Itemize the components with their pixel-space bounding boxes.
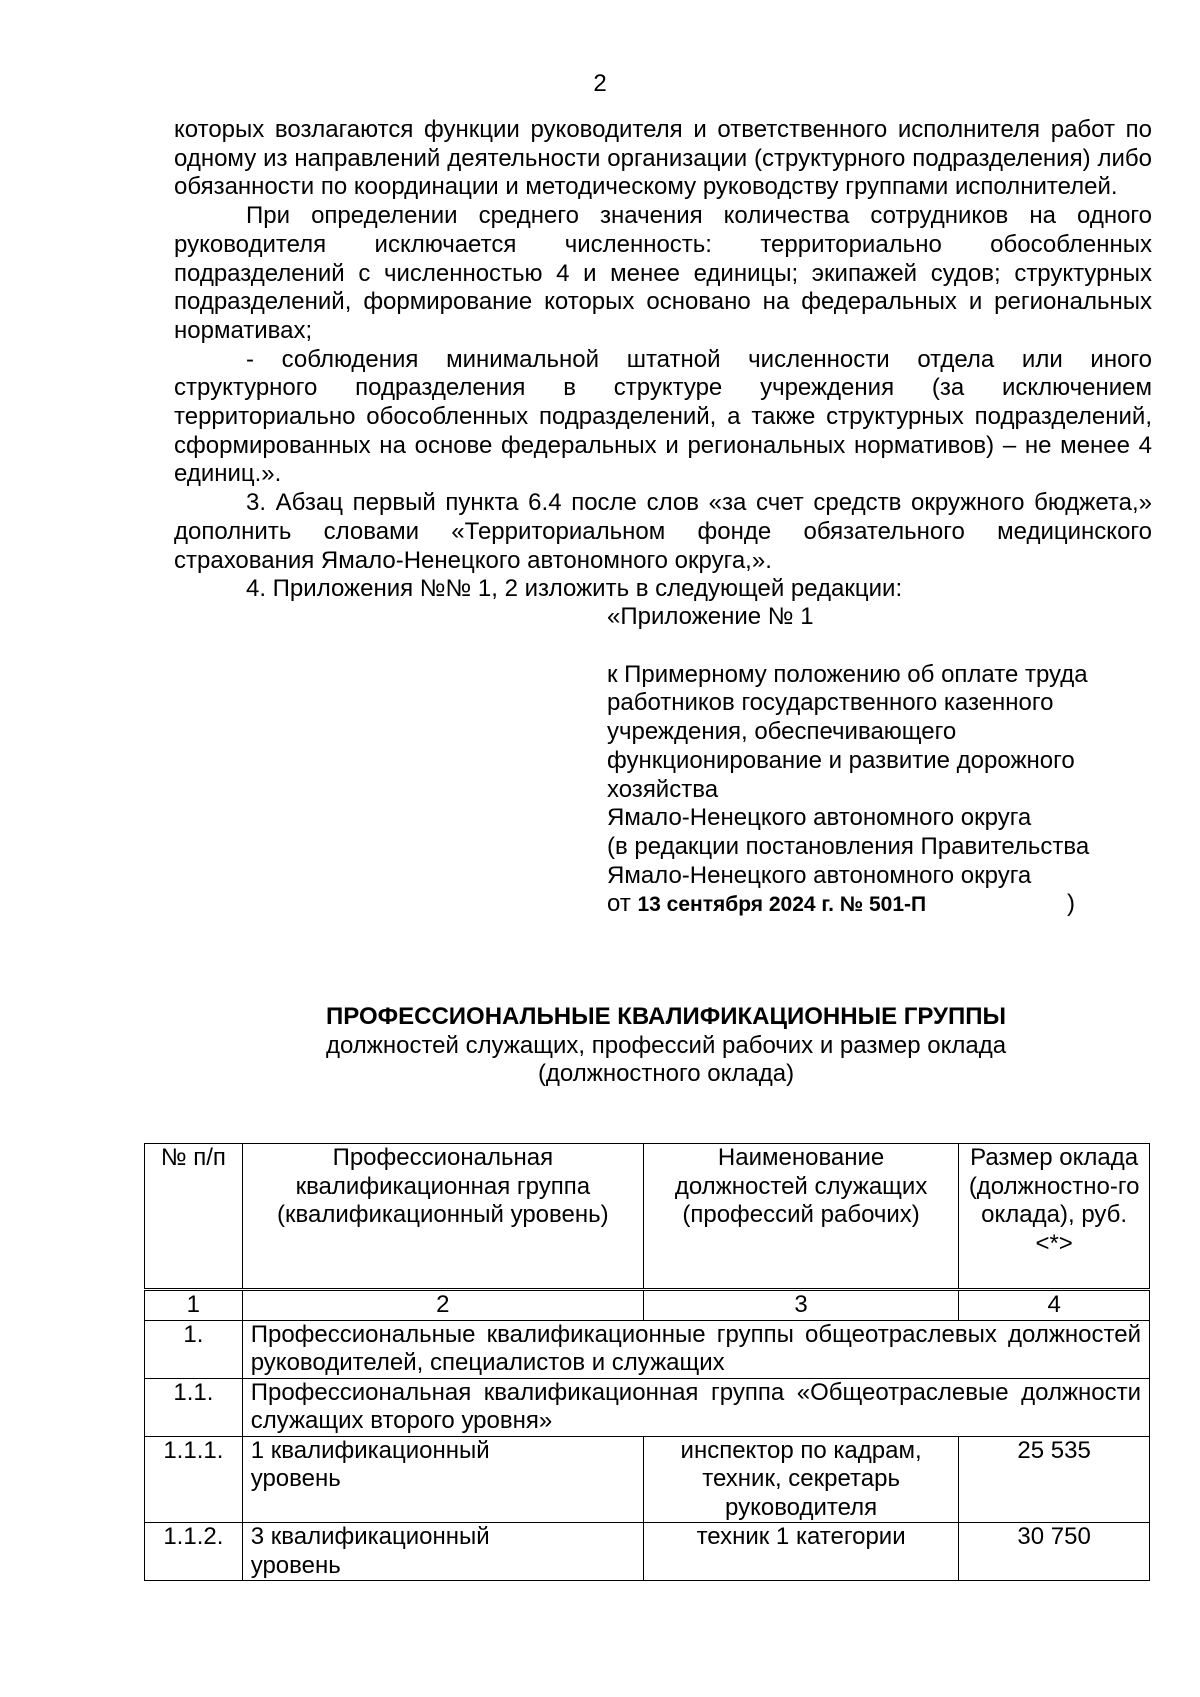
table-row	[145, 1523, 1150, 1581]
title-sub: должностей служащих, профессий рабочих и размер оклада	[325, 1031, 1007, 1059]
paragraph: - соблюдения минимальной штатной численности отдела или иного структурного подразделения в структуре учреждения (за исключением территориально обособленных подразделений, а также структурных подразделений, сформированных на основе федеральных и региональных нормативов) – не менее 4 единиц.».	[174, 345, 1152, 488]
table-row	[145, 1378, 1150, 1436]
document-title	[0, 1003, 1200, 1089]
qualification-level: 3 квалификационный уровень	[242, 1523, 643, 1581]
paragraph: 3. Абзац первый пункта 6.4 после слов «за счет средств окружного бюджета,» дополнить словами «Территориальном фонде обязательного медицинского страхования Ямало-Ненецкого автономного округа,».	[174, 489, 1152, 574]
date-prefix: от	[607, 890, 631, 918]
group-title: Профессиональная квалификационная группа «Общеотраслевые должности служащих второго уровня»	[242, 1378, 1149, 1436]
annex-line: к Примерному положению об оплате труда	[607, 660, 1088, 688]
table-row	[145, 1436, 1150, 1523]
row-number: 1.1.1.	[145, 1436, 243, 1523]
group-title: Профессиональные квалификационные группы общеотраслевых должностей руководителей, специалистов и служащих	[242, 1320, 1149, 1378]
column-number: 2	[242, 1290, 643, 1321]
annex-line: работников государственного казенного	[607, 689, 1054, 717]
table-header-row	[145, 1144, 1150, 1290]
title-sub: (должностного оклада)	[537, 1060, 795, 1087]
column-number: 4	[959, 1290, 1150, 1321]
body-text	[174, 116, 1152, 604]
date-close: )	[1067, 890, 1075, 918]
column-number: 1	[145, 1290, 243, 1321]
annex-date-line	[607, 890, 1167, 920]
salary: 25 535	[959, 1436, 1150, 1523]
annex-line: (в редакции постановления Правительства	[607, 832, 1090, 860]
page-number: 2	[593, 70, 607, 97]
header-cell: № п/п	[145, 1144, 243, 1290]
row-number: 1.1.2.	[145, 1523, 243, 1581]
header-cell: Размер оклада (должностно-го оклада), руб. <*>	[959, 1144, 1150, 1290]
annex-heading: «Приложение № 1	[607, 603, 814, 631]
row-number: 1.1.	[145, 1378, 243, 1436]
column-number: 3	[643, 1290, 958, 1321]
annex-header	[607, 603, 1167, 920]
title-main: ПРОФЕССИОНАЛЬНЫЕ КВАЛИФИКАЦИОННЫЕ ГРУППЫ	[326, 1003, 1006, 1030]
annex-line: функционирование и развитие дорожного	[607, 746, 1075, 774]
date-value: 13 сентября 2024 г. № 501-П	[637, 893, 927, 917]
annex-line: Ямало-Ненецкого автономного округа	[607, 861, 1032, 889]
header-cell: Наименование должностей служащих (профессий рабочих)	[643, 1144, 958, 1290]
row-number: 1.	[145, 1320, 243, 1378]
annex-line: учреждения, обеспечивающего	[607, 718, 957, 746]
salary: 30 750	[959, 1523, 1150, 1581]
annex-line: Ямало-Ненецкого автономного округа	[607, 804, 1032, 832]
paragraph: 4. Приложения №№ 1, 2 изложить в следующей редакции:	[246, 575, 903, 603]
position-names: инспектор по кадрам, техник, секретарь руководителя	[643, 1436, 958, 1523]
column-number-row	[145, 1290, 1150, 1321]
header-cell: Профессиональная квалификационная группа (квалификационный уровень)	[242, 1144, 643, 1290]
qualification-level: 1 квалификационный уровень	[242, 1436, 643, 1523]
annex-line: хозяйства	[607, 775, 719, 803]
qualification-table	[144, 1143, 1150, 1581]
table-row	[145, 1320, 1150, 1378]
position-names: техник 1 категории	[643, 1523, 958, 1581]
paragraph: При определении среднего значения количества сотрудников на одного руководителя исключается численность: территориально обособленных подразделений с численностью 4 и менее единицы; экипажей судов; структурных подразделений, формирование которых основано на федеральных и региональных нормативах;	[174, 202, 1152, 344]
paragraph: которых возлагаются функции руководителя и ответственного исполнителя работ по одному из направлений деятельности организации (структурного подразделения) либо обязанности по координации и методическому руководству группами исполнителей.	[174, 116, 1152, 201]
